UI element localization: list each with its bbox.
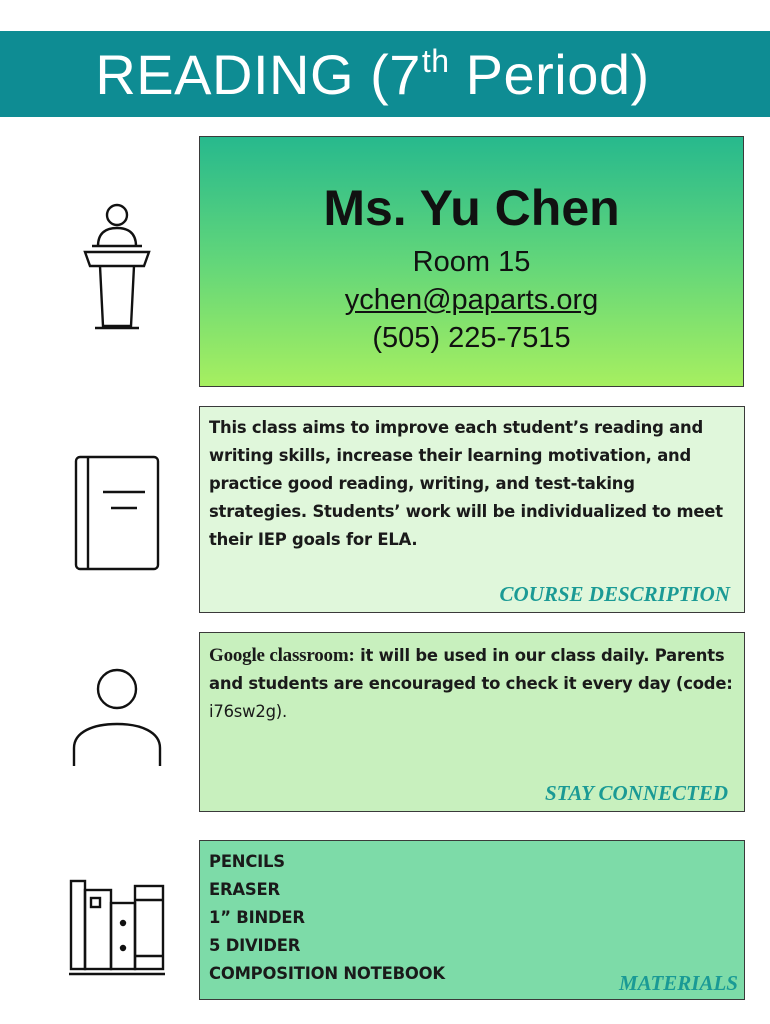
material-item: COMPOSITION NOTEBOOK [209, 964, 445, 983]
google-classroom-label: Google classroom: [209, 645, 355, 666]
course-description-card [199, 406, 745, 613]
room-number: Room 15 [412, 246, 531, 278]
course-description-label: COURSE DESCRIPTION [499, 582, 730, 606]
book-icon [73, 454, 161, 572]
lectern-speaker-icon [80, 200, 156, 334]
teacher-phone: (505) 225-7515 [372, 322, 571, 354]
material-item: PENCILS [209, 852, 285, 871]
stay-connected-body: it will be used in our class daily. Parents and students are encouraged to check it every day ( [209, 646, 725, 693]
stay-connected-text [209, 642, 736, 726]
books-binders-icon [68, 878, 166, 978]
materials-label: MATERIALS [618, 971, 738, 995]
course-description-text: This class aims to improve each student’s reading and writing skills, increase their learning motivation, and practice good reading, writing, and test-taking strategies. Students’ work will be individualized to meet their IEP goals for ELA. [209, 418, 723, 549]
materials-card [199, 840, 745, 1000]
person-icon [71, 666, 163, 768]
title-suffix: Period) [449, 43, 650, 106]
stay-connected-label: STAY CONNECTED [544, 781, 728, 805]
material-item: ERASER [209, 880, 280, 899]
materials-list [209, 848, 445, 988]
material-item: 5 DIVIDER [209, 936, 301, 955]
stay-connected-end: ). [275, 702, 288, 721]
teacher-info-card [199, 136, 744, 387]
page-title [95, 43, 650, 106]
teacher-name: Ms. Yu Chen [323, 180, 620, 236]
class-code: i76sw2g [209, 702, 276, 721]
title-banner [0, 31, 770, 117]
title-superscript: th [421, 43, 450, 79]
stay-connected-card [199, 632, 745, 812]
material-item: 1” BINDER [209, 908, 305, 927]
teacher-email-link[interactable]: ychen@paparts.org [344, 284, 599, 316]
code-label: code: [683, 674, 733, 693]
title-prefix: READING (7 [95, 43, 421, 106]
